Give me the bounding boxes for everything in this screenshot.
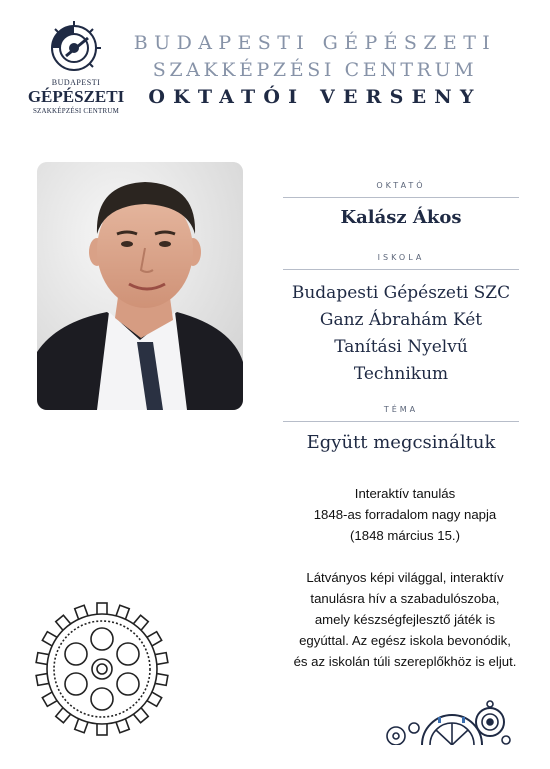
school-line: Ganz Ábrahám Két	[319, 310, 483, 330]
gears-cluster-icon	[378, 700, 518, 749]
text-line: és az iskolán túli szereplőkhöz is eljut.	[293, 654, 517, 669]
large-gear-icon	[35, 602, 169, 740]
text-line: tanulásra hív a szabadulószoba,	[310, 591, 500, 606]
text-line: Látványos képi világgal, interaktív	[306, 570, 504, 585]
description-text	[270, 567, 540, 672]
intro-line: Interaktív tanulás	[354, 486, 456, 501]
teacher-label: OKTATÓ	[376, 181, 426, 190]
logo-text-centrum: SZAKKÉPZÉSI CENTRUM	[32, 107, 120, 115]
school-label: ISKOLA	[377, 253, 425, 262]
logo-text-budapesti: BUDAPESTI	[51, 78, 101, 87]
divider	[283, 421, 519, 422]
text-line: egyúttal. Az egész iskola bevonódik,	[299, 633, 511, 648]
divider	[283, 269, 519, 270]
header-line-2: SZAKKÉPZÉSI CENTRUM	[152, 59, 478, 81]
school-line: Budapesti Gépészeti SZC	[291, 283, 511, 303]
school-line: Technikum	[353, 364, 449, 384]
school-name	[283, 280, 519, 388]
divider	[283, 197, 519, 198]
logo-text-gepeszeti: GÉPÉSZETI	[27, 87, 125, 106]
header-line-1: BUDAPESTI GÉPÉSZETI	[133, 32, 497, 54]
text-line: amely készségfejlesztő játék is	[314, 612, 496, 627]
teacher-portrait	[37, 162, 243, 410]
header-line-3: OKTATÓI VERSENY	[148, 86, 482, 108]
description-intro	[270, 483, 540, 546]
school-line: Tanítási Nyelvű	[334, 337, 468, 357]
intro-line: (1848 március 15.)	[350, 528, 460, 543]
intro-line: 1848-as forradalom nagy napja	[313, 507, 497, 522]
teacher-name: Kalász Ákos	[340, 207, 462, 228]
topic-label: TÉMA	[383, 405, 419, 414]
topic-title: Együtt megcsináltuk	[306, 432, 496, 453]
